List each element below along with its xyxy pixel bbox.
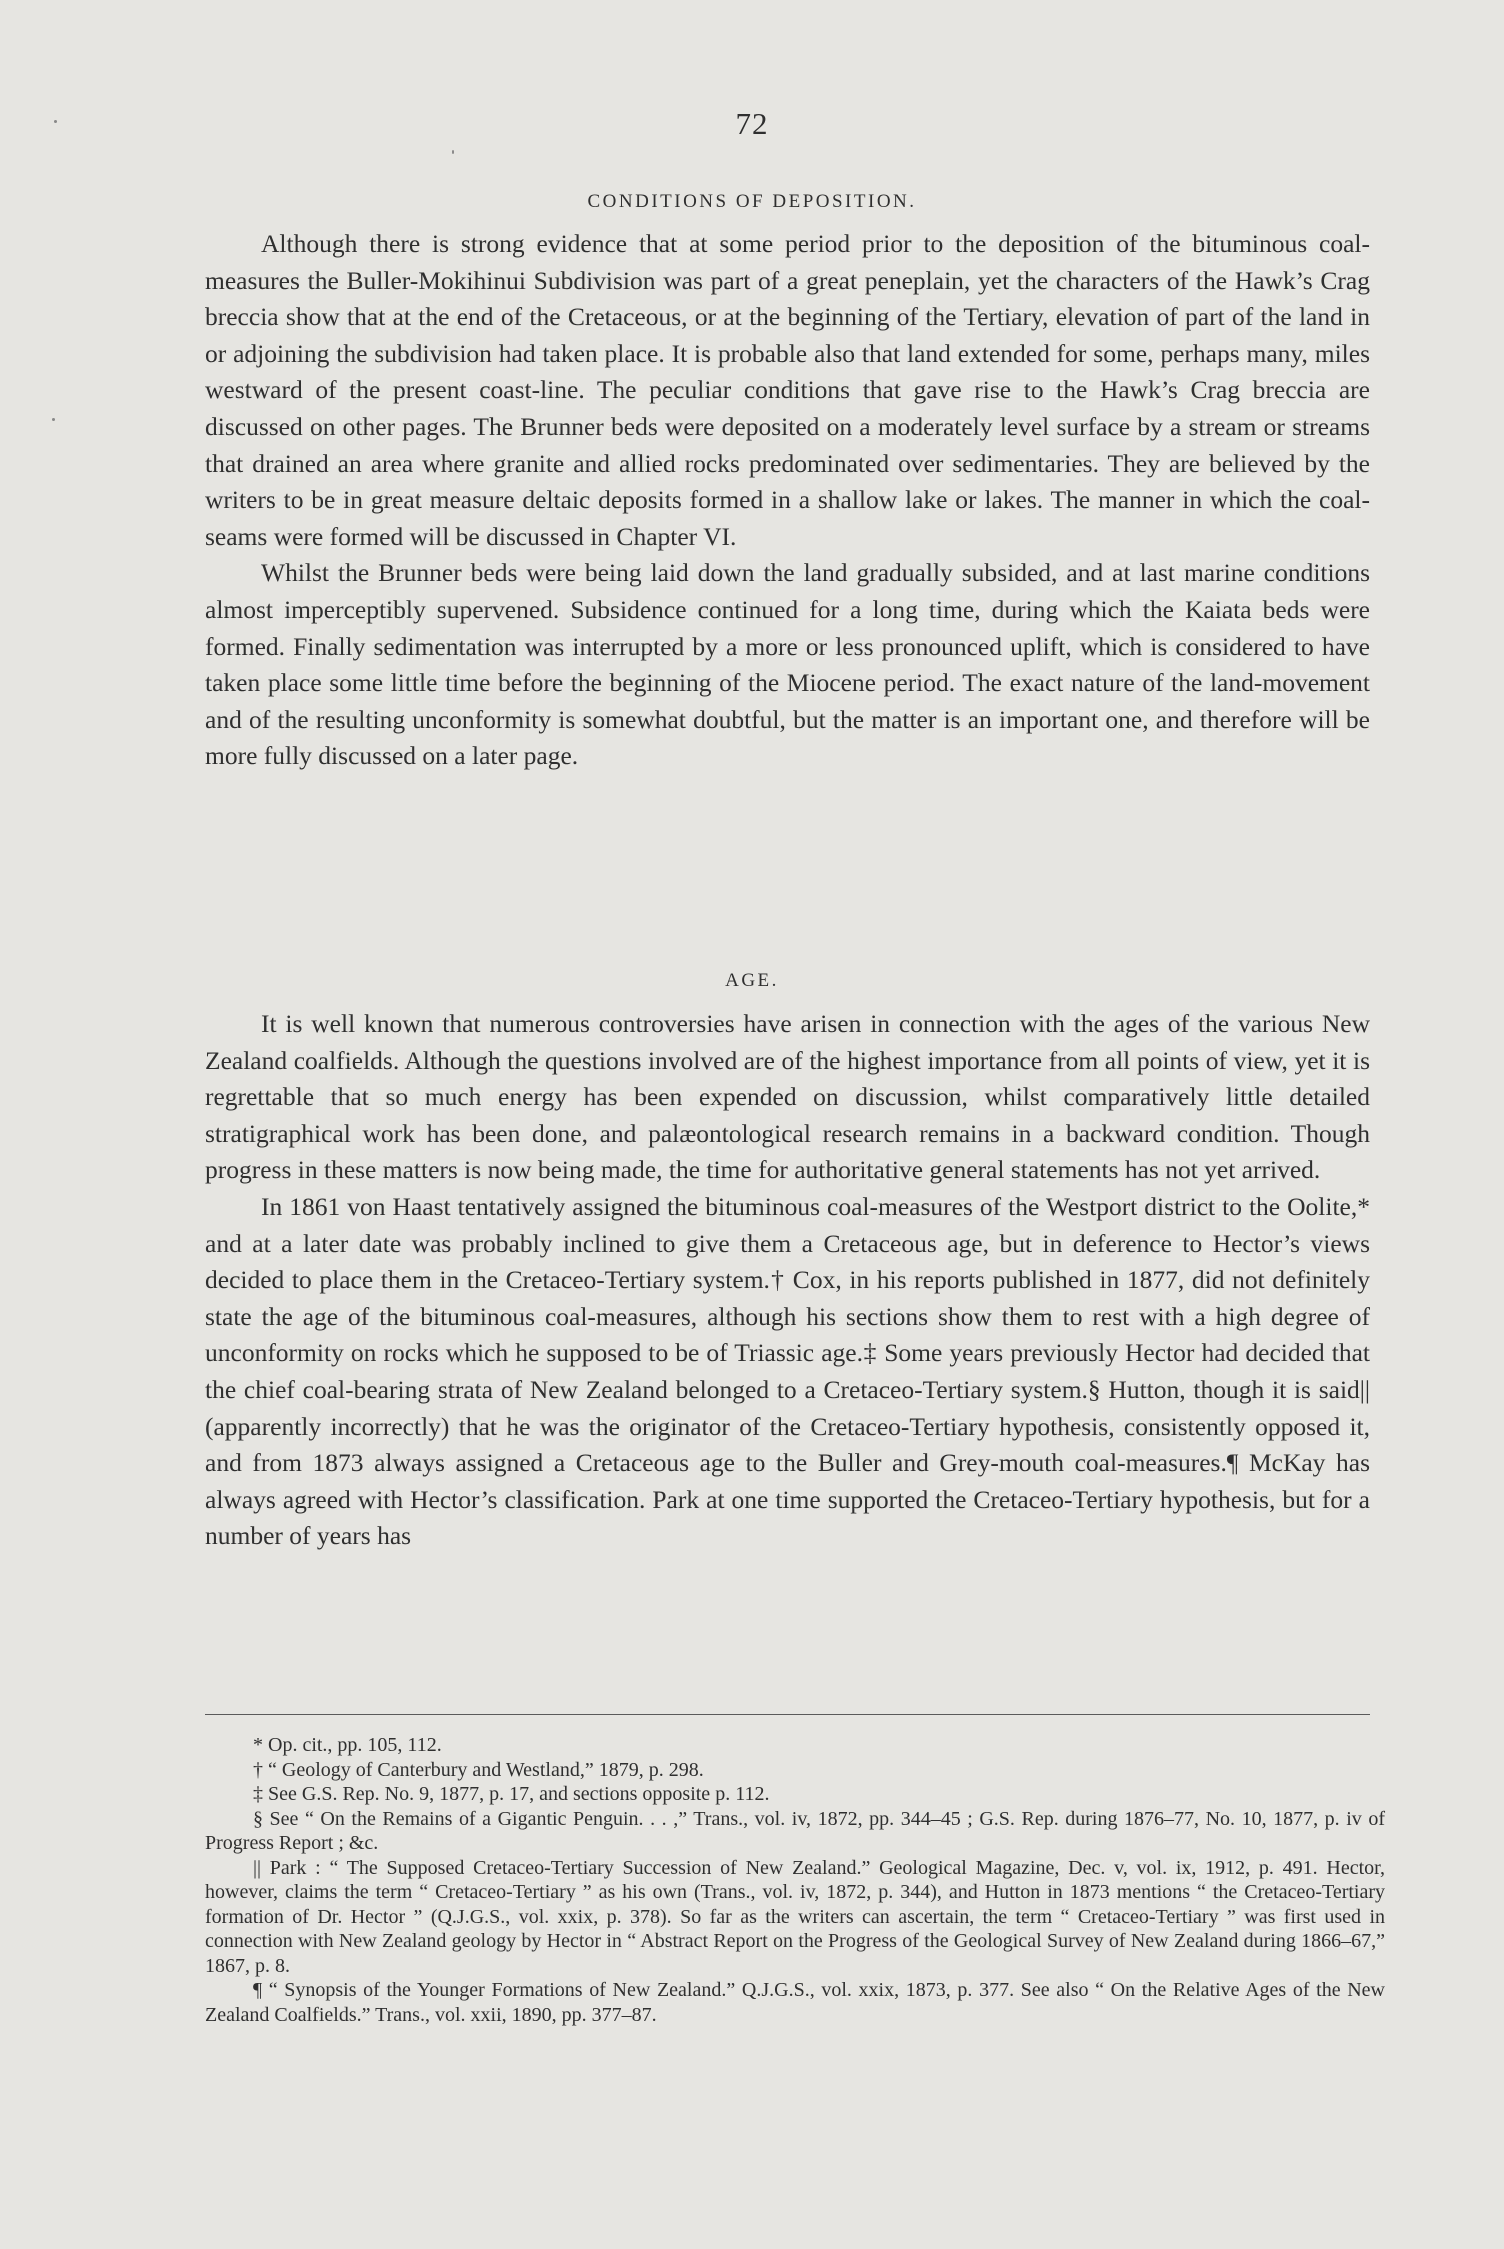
section-body-age <box>205 1006 1370 1555</box>
paper-speck <box>54 120 57 123</box>
page-number: 72 <box>735 106 769 141</box>
footnote: * Op. cit., pp. 105, 112. <box>253 1734 442 1756</box>
section-heading-conditions: CONDITIONS OF DEPOSITION. <box>587 191 917 212</box>
paper-speck <box>452 150 454 154</box>
section-heading-age: AGE. <box>725 970 779 991</box>
paper-speck <box>52 418 55 421</box>
paragraph: In 1861 von Haast tentatively assigned the bituminous coal-measures of the Westport district to the Oolite,* and at a later date was probably inclined to give them a Cretaceous age, but in deference to Hector’s views decided to place them in the Cretaceo-Tertiary system.† Cox, in his reports published in 1877, did not definitely state the age of the bituminous coal-measures, although his sections show them to rest with a high degree of unconformity on rocks which he supposed to be of Triassic age.‡ Some years previously Hector had decided that the chief coal-bearing strata of New Zealand belonged to a Cretaceo-Tertiary system.§ Hutton, though it is said|| (apparently incorrectly) that he was the originator of the Cretaceo-Tertiary hypothesis, consistently opposed it, and from 1873 always assigned a Cretaceous age to the Buller and Grey-mouth coal-measures.¶ McKay has always agreed with Hector’s classification. Park at one time supported the Cretaceo-Tertiary hypothesis, but for a number of years has <box>205 1191 1370 1551</box>
section-body-conditions <box>205 226 1370 775</box>
footnote: † “ Geology of Canterbury and Westland,” 1879, p. 298. <box>253 1758 704 1781</box>
paragraph: It is well known that numerous controversies have arisen in connection with the ages of the various New Zealand coalfields. Although the questions involved are of the highest importance from all points of view, yet it is regrettable that so much energy has been expended on discussion, whilst comparatively little detailed stratigraphical work has been done, and palæontological research remains in a backward condition. Though progress in these matters is now being made, the time for authoritative general statements has not yet arrived. <box>205 1009 1370 1185</box>
footnote: || Park : “ The Supposed Cretaceo-Tertiary Succession of New Zealand.” Geological Magazine, Dec. v, vol. ix, 1912, p. 491. Hector, however, claims the term “ Cretaceo-Tertiary ” as his own (Trans., vol. iv, 1872, p. 344), and Hutton in 1873 mentions “ the Cretaceo-Tertiary formation of Dr. Hector ” (Q.J.G.S., vol. xxix, p. 378). So far as the writers can ascertain, the term “ Cretaceo-Tertiary ” was first used in connection with New Zealand geology by Hector in “ Abstract Report on the Progress of the Geological Survey of New Zealand during 1866–67,” 1867, p. 8. <box>205 1856 1385 1977</box>
footnote: ‡ See G.S. Rep. No. 9, 1877, p. 17, and sections opposite p. 112. <box>253 1783 770 1805</box>
paragraph: Whilst the Brunner beds were being laid down the land gradually subsided, and at last marine conditions almost imperceptibly supervened. Subsidence continued for a long time, during which the Kaiata beds were formed. Finally sedimentation was interrupted by a more or less pronounced uplift, which is considered to have taken place some little time before the beginning of the Miocene period. The exact nature of the land-movement and of the resulting unconformity is somewhat doubtful, but the matter is an important one, and therefore will be more fully discussed on a later page. <box>205 558 1370 771</box>
paragraph: Although there is strong evidence that at some period prior to the deposition of the bituminous coal-measures the Buller-Mokihinui Subdivision was part of a great peneplain, yet the characters of the Hawk’s Crag breccia show that at the end of the Cretaceous, or at the beginning of the Tertiary, elevation of part of the land in or adjoining the subdivision had taken place. It is probable also that land extended for some, perhaps many, miles westward of the present coast-line. The peculiar conditions that gave rise to the Hawk’s Crag breccia are discussed on other pages. The Brunner beds were deposited on a moderately level surface by a stream or streams that drained an area where granite and allied rocks predominated over sedimentaries. They are believed by the writers to be in great measure deltaic deposits formed in a shallow lake or lakes. The manner in which the coal-seams were formed will be discussed in Chapter VI. <box>205 229 1370 551</box>
footnote: § See “ On the Remains of a Gigantic Penguin. . . ,” Trans., vol. iv, 1872, pp. 344–45 ; G.S. Rep. during 1876–77, No. 10, 1877, p. iv of Progress Report ; &c. <box>205 1807 1385 1854</box>
footnote: ¶ “ Synopsis of the Younger Formations of New Zealand.” Q.J.G.S., vol. xxix, 1873, p. 377. See also “ On the Relative Ages of the New Zealand Coalfields.” Trans., vol. xxii, 1890, pp. 377–87. <box>205 1979 1385 2026</box>
footnotes <box>205 1733 1385 2027</box>
footnote-divider <box>205 1714 1370 1715</box>
